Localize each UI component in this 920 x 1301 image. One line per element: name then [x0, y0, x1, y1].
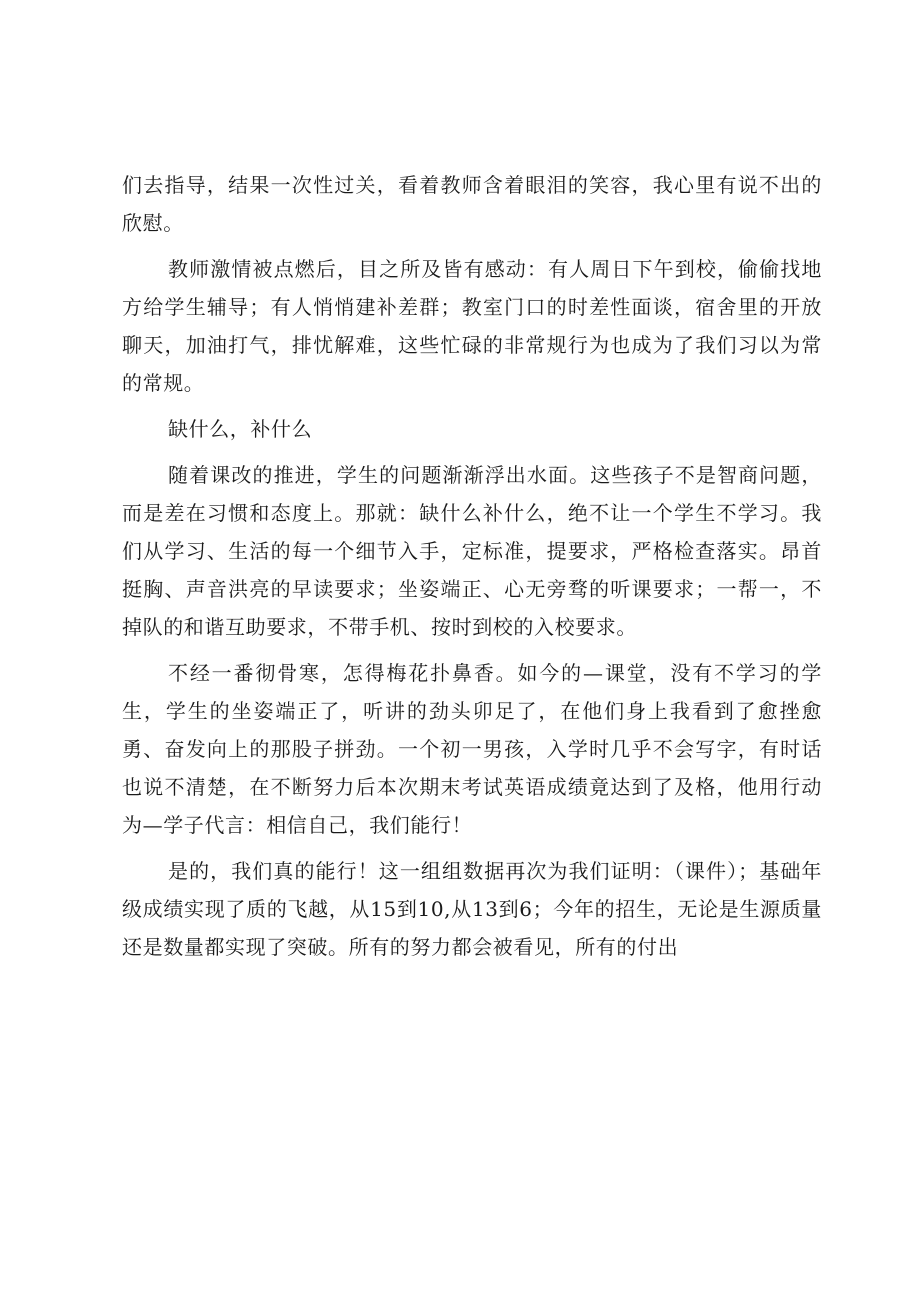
document-page [122, 166, 822, 966]
paragraph-2: 教师激情被点燃后，目之所及皆有感动：有人周日下午到校，偷偷找地方给学生辅导；有人悄悄建补差群；教室门口的时差性面谈，宿舍里的开放聊天，加油打气，排忧解难，这些忙碌的非常规行为也成为了我们习以为常的常规。 [122, 257, 822, 395]
paragraph-1: 们去指导，结果一次性过关，看着教师含着眼泪的笑容，我心里有说不出的欣慰。 [122, 173, 822, 235]
paragraph-4: 不经一番彻骨寒，怎得梅花扑鼻香。如今的—课堂，没有不学习的学生，学生的坐姿端正了，听讲的劲头卯足了，在他们身上我看到了愈挫愈勇、奋发向上的那股子拼劲。一个初一男孩，入学时几乎不会写字，有时话也说不清楚，在不断努力后本次期末考试英语成绩竟达到了及格，他用行动为—学子代言：相信自己，我们能行！ [122, 661, 822, 837]
section-heading: 缺什么，补什么 [168, 417, 313, 441]
paragraph-3: 随着课改的推进，学生的问题渐渐浮出水面。这些孩子不是智商问题，而是差在习惯和态度上。那就：缺什么补什么，绝不让一个学生不学习。我们从学习、生活的每一个细节入手，定标准，提要求，严格检查落实。昂首挺胸、声音洪亮的早读要求；坐姿端正、心无旁骛的听课要求；一帮一，不掉队的和谐互助要求，不带手机、按时到校的入校要求。 [122, 463, 822, 639]
paragraph-5: 是的，我们真的能行！这一组组数据再次为我们证明：（课件）；基础年级成绩实现了质的飞越，从15到10,从13到6；今年的招生，无论是生源质量还是数量都实现了突破。所有的努力都会被看见，所有的付出 [122, 859, 822, 959]
